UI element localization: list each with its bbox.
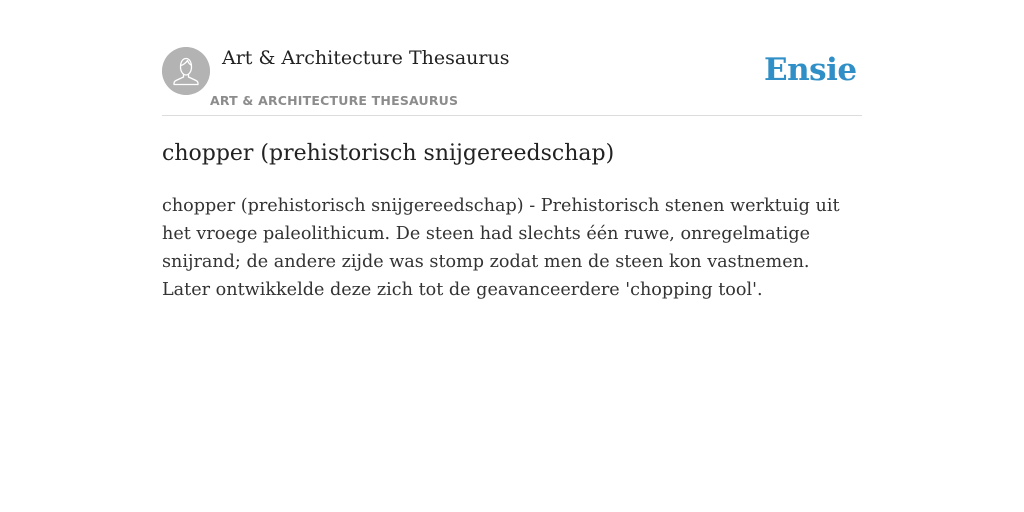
ensie-logo[interactable]: Ensie: [764, 52, 857, 88]
source-category-label[interactable]: ART & ARCHITECTURE THESAURUS: [210, 93, 459, 108]
source-name-link[interactable]: Art & Architecture Thesaurus: [222, 47, 510, 69]
entry-title: chopper (prehistorisch snijgereedschap): [162, 141, 615, 166]
entry-definition: chopper (prehistorisch snijgereedschap) - Prehistorisch stenen werktuig uit het vroege paleolithicum. De steen had slechts één ruwe, onregelmatige snijrand; de andere zijde was stomp zodat men de steen kon vastnemen. Later ontwikkelde deze zich tot de geavanceerdere 'chopping tool'.: [162, 196, 840, 300]
user-silhouette-icon: [162, 47, 210, 95]
header-divider: [162, 115, 862, 116]
avatar[interactable]: [162, 47, 210, 95]
